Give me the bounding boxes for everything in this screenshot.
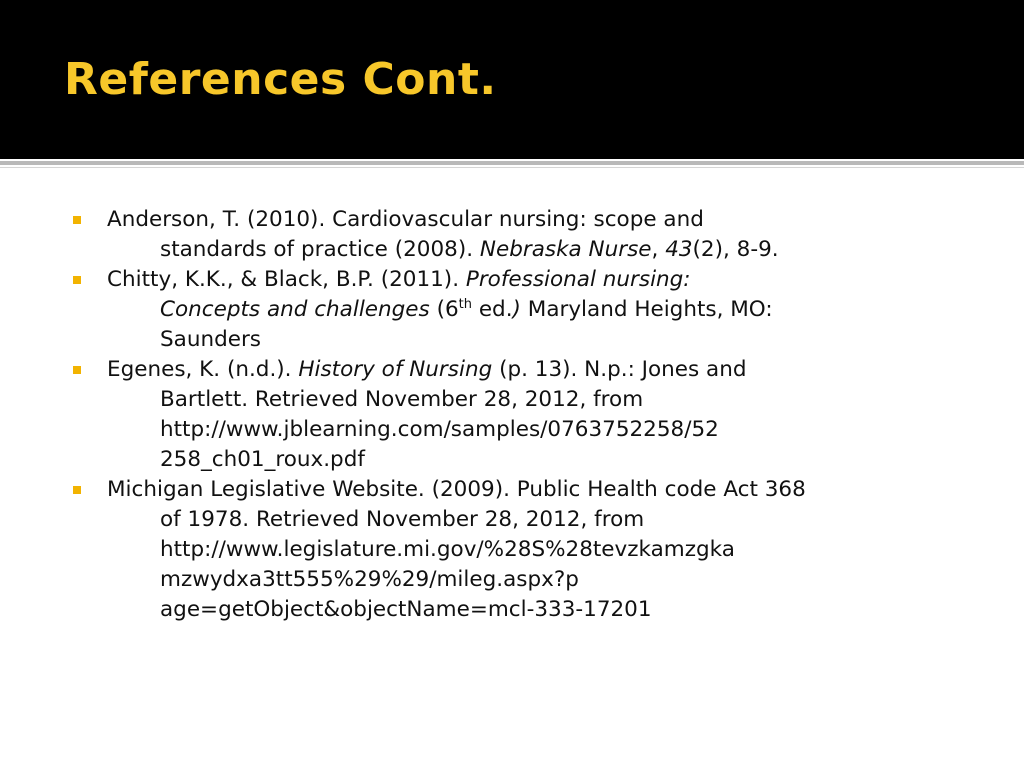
divider-thin [0,167,1024,168]
reference-line: Concepts and challenges (6th ed.) Maryland Heights, MO: [160,296,773,322]
superscript: th [458,296,472,312]
reference-line: Bartlett. Retrieved November 28, 2012, from [160,387,644,412]
reference-url-line: mzwydxa3tt555%29%29/mileg.aspx?p [160,567,579,592]
bullet-icon [73,216,81,224]
reference-anderson [70,205,960,265]
reference-chitty [70,265,960,355]
bullet-icon [73,276,81,284]
reference-url-line: 258_ch01_roux.pdf [160,447,365,472]
reference-line: Egenes, K. (n.d.). History of Nursing (p. 13). N.p.: Jones and [107,357,747,382]
reference-url-line: age=getObject&objectName=mcl-333-17201 [160,597,652,622]
reference-line: Saunders [160,327,261,352]
bullet-icon [73,486,81,494]
reference-michigan [70,475,960,625]
bullet-icon [73,366,81,374]
book-title: Concepts and challenges [160,297,430,322]
reference-line: Michigan Legislative Website. (2009). Public Health code Act 368 [107,477,806,502]
reference-url-line: http://www.jblearning.com/samples/0763752258/52 [160,417,719,442]
reference-egenes [70,355,960,475]
reference-url-line: http://www.legislature.mi.gov/%28S%28tevzkamzgka [160,537,735,562]
book-title: Professional nursing: [465,267,691,292]
journal-volume: 43 [665,237,693,262]
reference-line: of 1978. Retrieved November 28, 2012, from [160,507,645,532]
reference-line: standards of practice (2008). Nebraska Nurse, 43(2), 8-9. [160,237,779,262]
book-title: History of Nursing [298,357,493,382]
divider-thick [0,161,1024,165]
reference-line: Chitty, K.K., & Black, B.P. (2011). Professional nursing: [107,267,691,292]
title-band [0,0,1024,159]
reference-line: Anderson, T. (2010). Cardiovascular nursing: scope and [107,207,704,232]
journal-title: Nebraska Nurse [479,237,652,262]
reference-list [70,205,960,625]
slide-title: References Cont. [64,54,497,105]
